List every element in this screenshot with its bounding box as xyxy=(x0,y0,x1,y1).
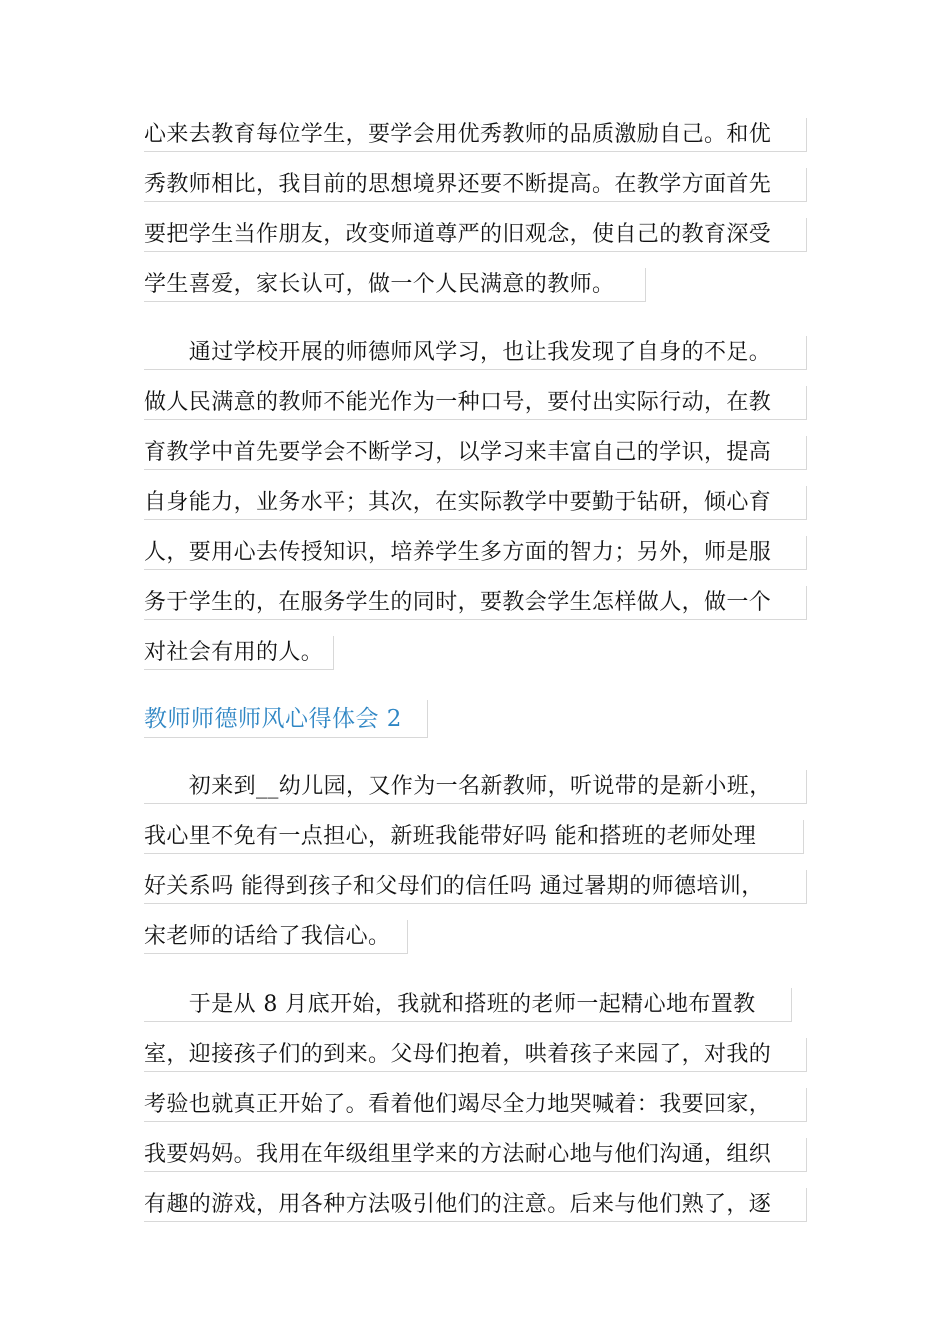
paragraph-line: 有趣的游戏，用各种方法吸引他们的注意。后来与他们熟了，逐 xyxy=(144,1188,807,1222)
paragraph-line: 学生喜爱，家长认可，做一个人民满意的教师。 xyxy=(144,268,646,302)
paragraph-line: 心来去教育每位学生，要学会用优秀教师的品质激励自己。和优 xyxy=(144,118,807,152)
paragraph-line: 好关系吗 能得到孩子和父母们的信任吗 通过暑期的师德培训， xyxy=(144,870,807,904)
paragraph-line: 秀教师相比，我目前的思想境界还要不断提高。在教学方面首先 xyxy=(144,168,807,202)
paragraph-line: 做人民满意的教师不能光作为一种口号，要付出实际行动，在教 xyxy=(144,386,807,420)
paragraph-line: 考验也就真正开始了。看着他们竭尽全力地哭喊着：我要回家， xyxy=(144,1088,807,1122)
paragraph-line: 自身能力，业务水平；其次，在实际教学中要勤于钻研，倾心育 xyxy=(144,486,807,520)
paragraph-line: 要把学生当作朋友，改变师道尊严的旧观念，使自己的教育深受 xyxy=(144,218,807,252)
paragraph-line: 室，迎接孩子们的到来。父母们抱着，哄着孩子来园了，对我的 xyxy=(144,1038,807,1072)
paragraph-line: 育教学中首先要学会不断学习，以学习来丰富自己的学识，提高 xyxy=(144,436,807,470)
paragraph-line: 初来到__幼儿园，又作为一名新教师，听说带的是新小班， xyxy=(144,770,807,804)
section-heading: 教师师德师风心得体会 2 xyxy=(144,700,428,738)
paragraph-line: 对社会有用的人。 xyxy=(144,636,334,670)
paragraph-line: 宋老师的话给了我信心。 xyxy=(144,920,408,954)
paragraph-line: 我要妈妈。我用在年级组里学来的方法耐心地与他们沟通，组织 xyxy=(144,1138,807,1172)
paragraph-line: 我心里不免有一点担心，新班我能带好吗 能和搭班的老师处理 xyxy=(144,820,804,854)
paragraph-line: 人，要用心去传授知识，培养学生多方面的智力；另外，师是服 xyxy=(144,536,807,570)
paragraph-line: 于是从 8 月底开始，我就和搭班的老师一起精心地布置教 xyxy=(144,988,792,1022)
paragraph-line: 务于学生的，在服务学生的同时，要教会学生怎样做人，做一个 xyxy=(144,586,807,620)
paragraph-line: 通过学校开展的师德师风学习，也让我发现了自身的不足。 xyxy=(144,336,807,370)
